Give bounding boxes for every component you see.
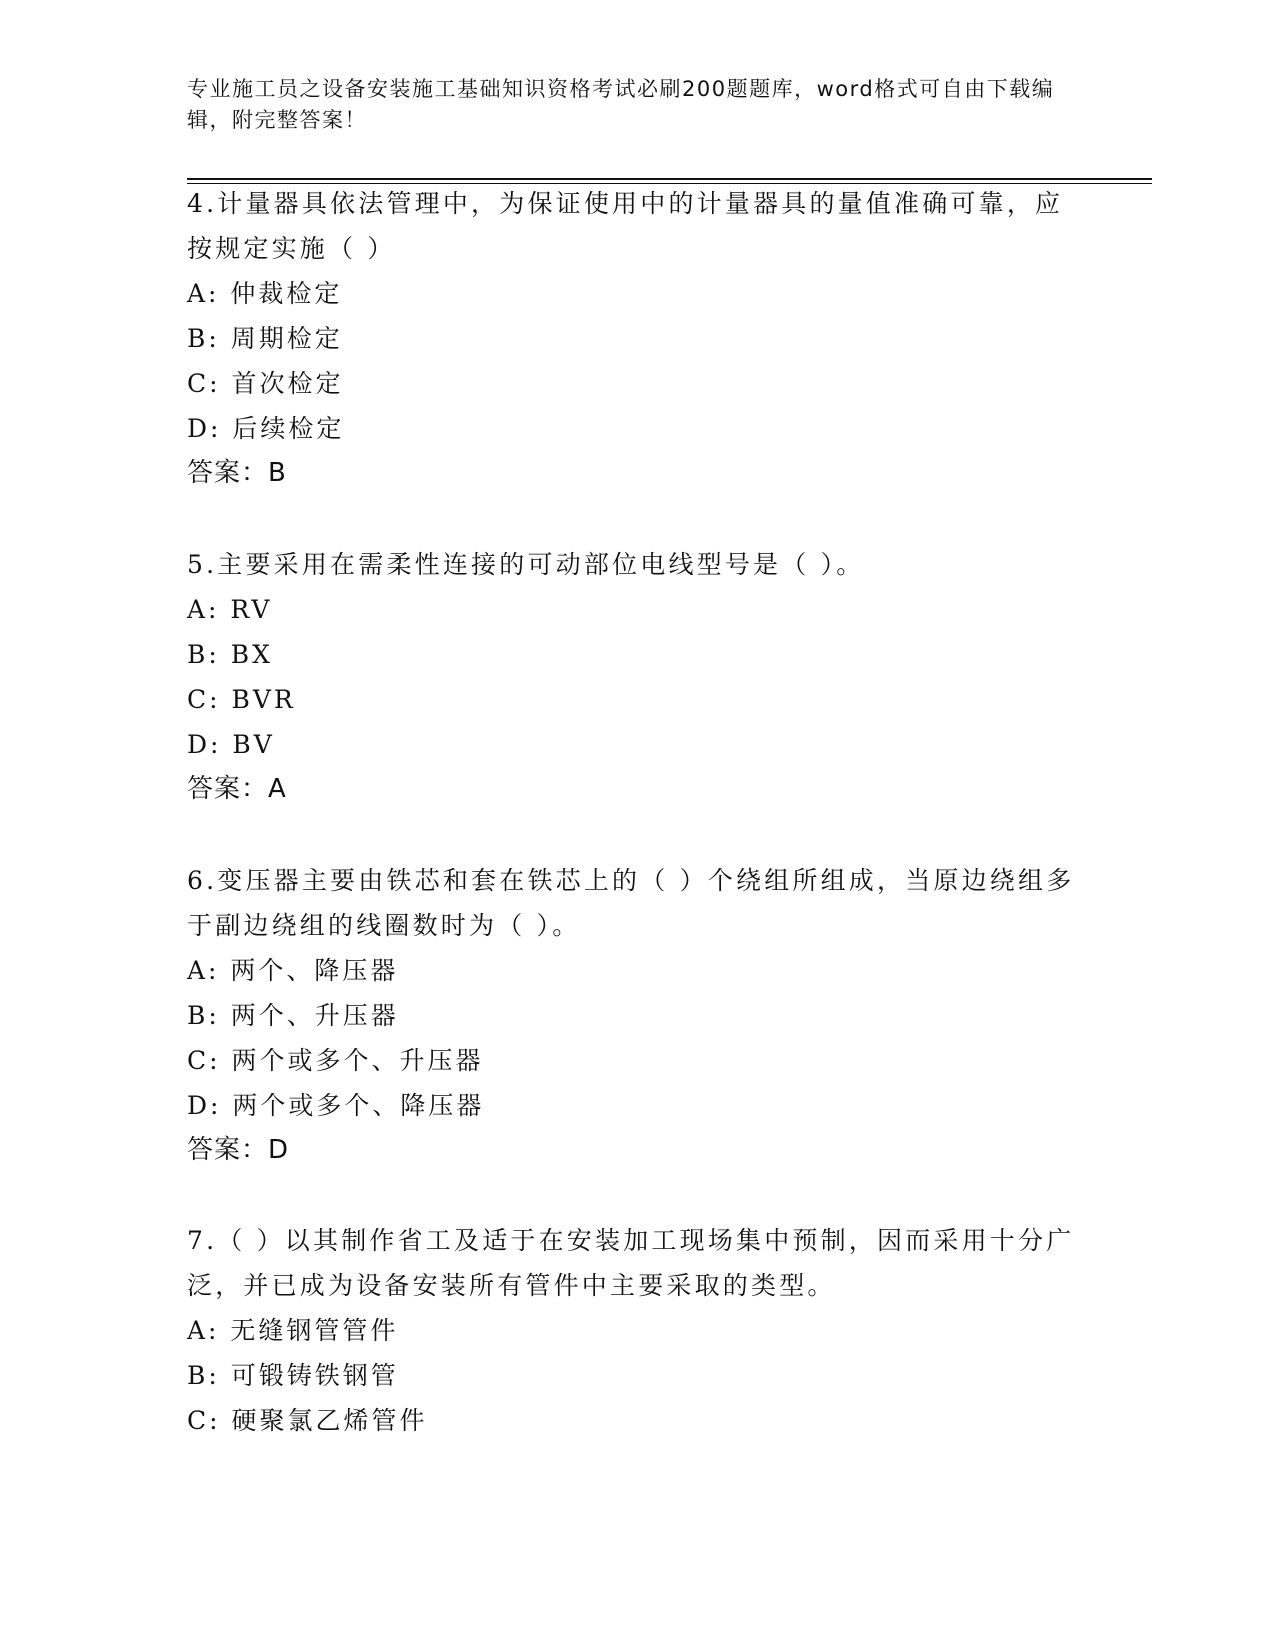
option-d: D: 两个或多个、降压器	[187, 1091, 485, 1120]
option-d: D: BV	[187, 730, 275, 759]
option-b: B: BX	[187, 640, 273, 669]
question-4	[187, 181, 1087, 496]
option-c: C: 两个或多个、升压器	[187, 1046, 484, 1075]
question-stem: 6.变压器主要由铁芯和套在铁芯上的（ ）个绕组所组成，当原边绕组多于副边绕组的线圈数时为（ ）。	[187, 866, 1075, 940]
option-a: A: RV	[187, 595, 273, 624]
document-header: 专业施工员之设备安装施工基础知识资格考试必刷200题题库，word格式可自由下载编辑，附完整答案！	[187, 77, 1055, 132]
option-b: B: 两个、升压器	[187, 1001, 399, 1030]
option-a: A: 无缝钢管管件	[187, 1316, 399, 1345]
answer-line: 答案：A	[187, 774, 287, 804]
question-stem: 5.主要采用在需柔性连接的可动部位电线型号是（ ）。	[187, 550, 865, 579]
option-d: D: 后续检定	[187, 414, 345, 443]
answer-line: 答案：D	[187, 1135, 290, 1165]
question-stem: 4.计量器具依法管理中，为保证使用中的计量器具的量值准确可靠，应按规定实施（ ）	[187, 189, 1064, 263]
option-c: C: 硬聚氯乙烯管件	[187, 1406, 428, 1435]
question-stem: 7.（ ）以其制作省工及适于在安装加工现场集中预制，因而采用十分广泛，并已成为设备安装所有管件中主要采取的类型。	[187, 1226, 1075, 1300]
option-c: C: 首次检定	[187, 369, 344, 398]
option-b: B: 周期检定	[187, 324, 343, 353]
question-5	[187, 542, 1087, 812]
option-b: B: 可锻铸铁钢管	[187, 1361, 399, 1390]
option-a: A: 仲裁检定	[187, 279, 343, 308]
header-divider-thick	[187, 178, 1152, 180]
option-a: A: 两个、降压器	[187, 956, 399, 985]
answer-line: 答案：B	[187, 458, 287, 488]
option-c: C: BVR	[187, 685, 296, 714]
question-7	[187, 1218, 1087, 1443]
question-6	[187, 858, 1087, 1173]
